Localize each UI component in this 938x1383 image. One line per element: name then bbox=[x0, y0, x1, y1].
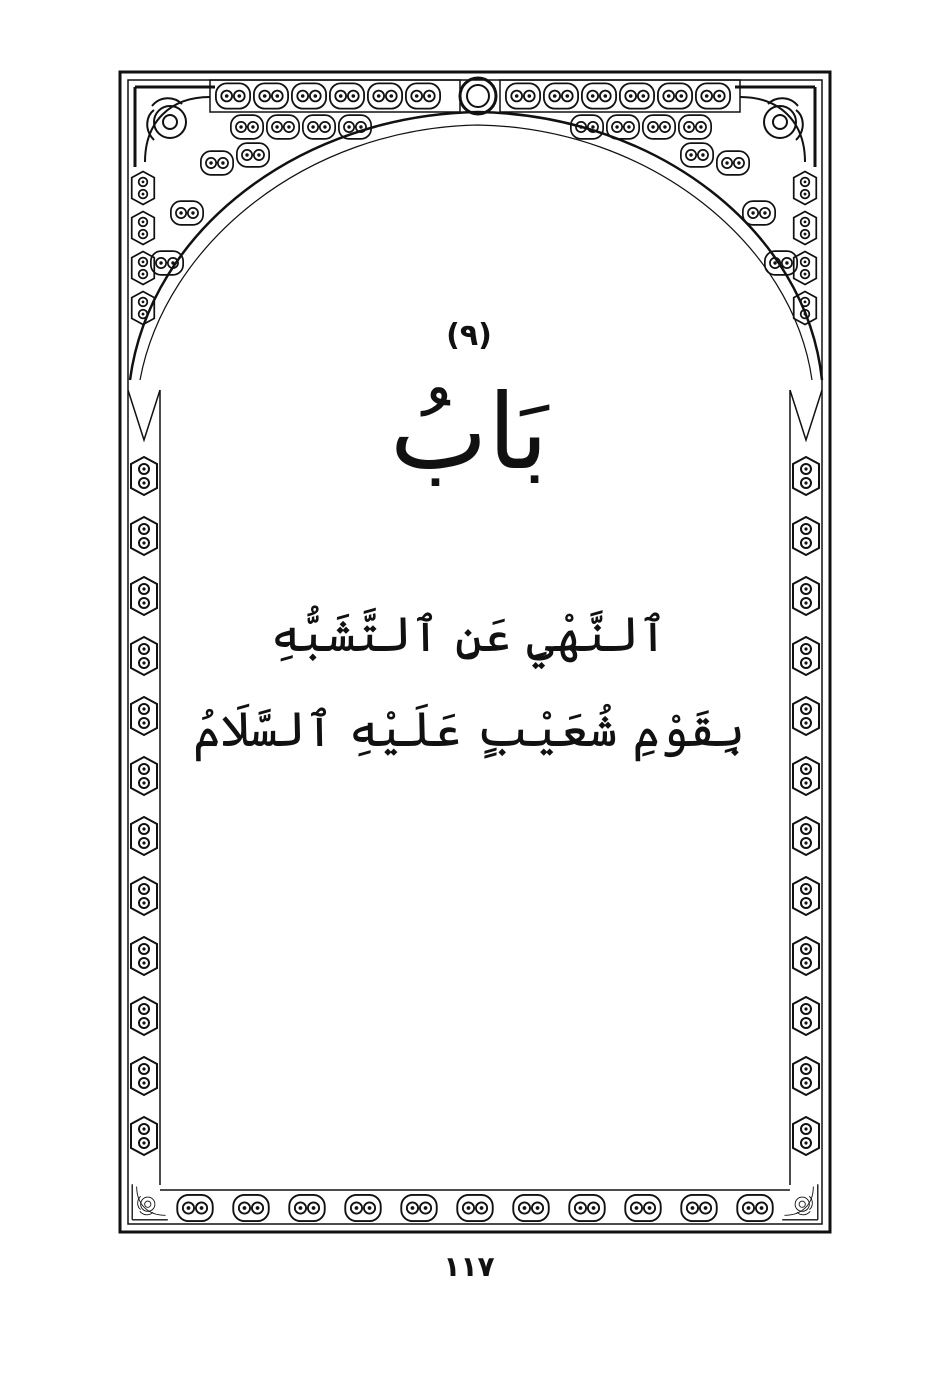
chapter-subtitle-line-1: ٱلنَّهْيِ عَنِ ٱلتَّشَبُّهِ bbox=[270, 607, 668, 663]
page-number: ١١٧ bbox=[443, 1250, 495, 1283]
chapter-subtitle-line-2: بِقَوْمِ شُعَيْبٍ عَلَيْهِ ٱلسَّلَامُ bbox=[192, 702, 746, 758]
chapter-number: (٩) bbox=[446, 318, 492, 353]
arch-band-ornament bbox=[151, 115, 797, 275]
bottom-band-ornament bbox=[177, 1195, 772, 1221]
chapter-title: بَابُ bbox=[389, 371, 549, 493]
left-column-ornament bbox=[131, 457, 157, 1155]
right-column-ornament bbox=[793, 457, 819, 1155]
